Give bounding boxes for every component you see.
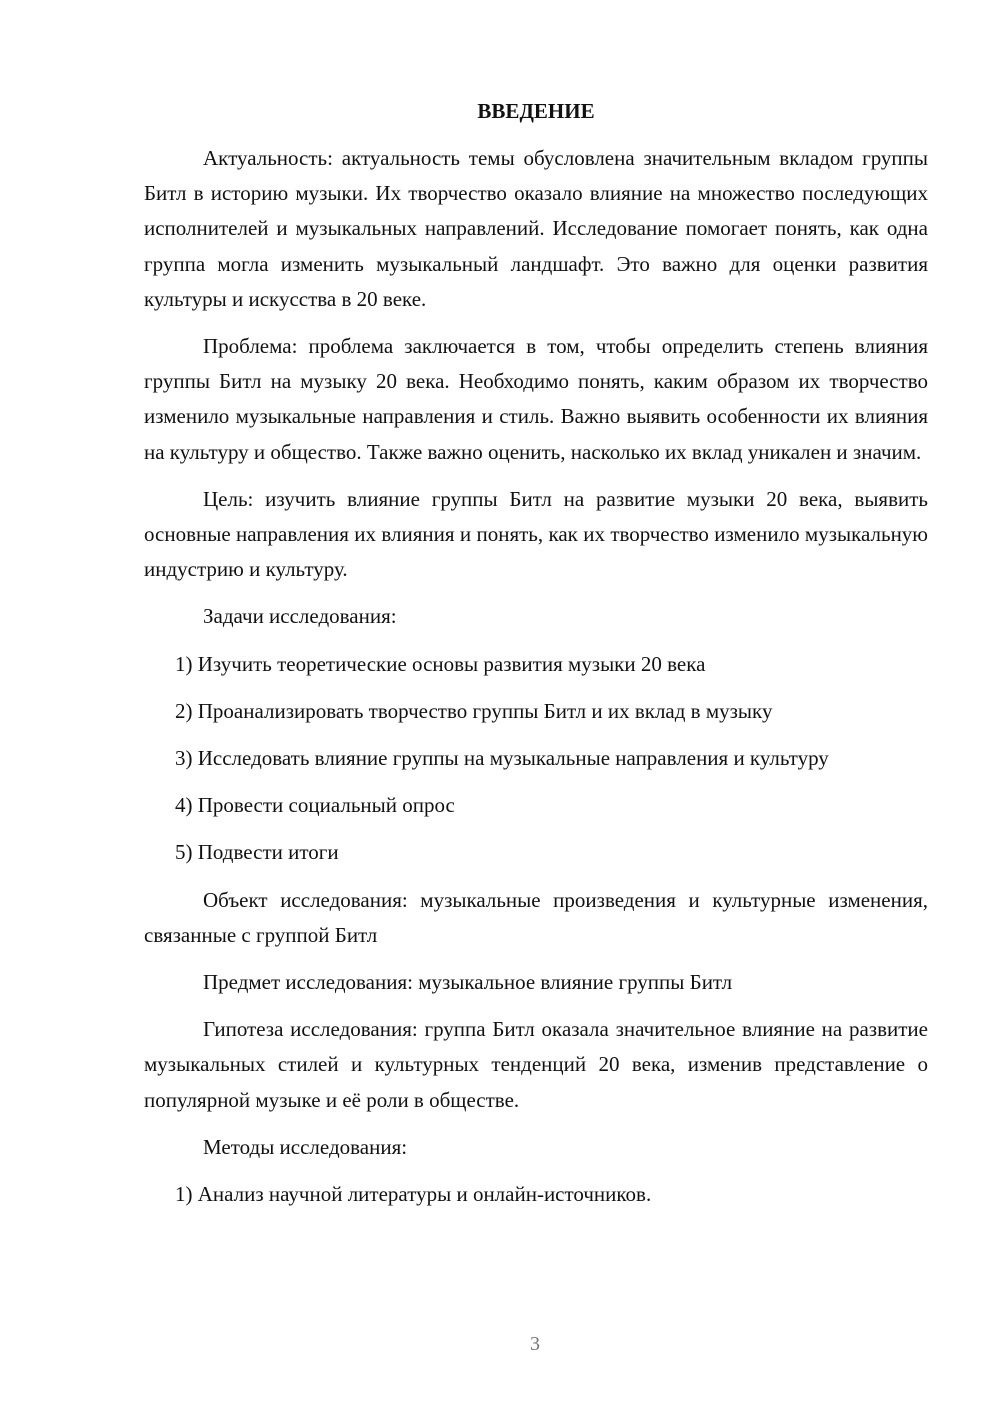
task-item: 4) Провести социальный опрос [175, 793, 455, 818]
object-paragraph: Объект исследования: музыкальные произведения и культурные изменения, связанные с группой Битл [144, 887, 928, 947]
goal-paragraph: Цель: изучить влияние группы Битл на развитие музыки 20 века, выявить основные направления их влияния и понять, как их творчество изменило музыкальную индустрию и культуру. [144, 486, 928, 582]
hypothesis-paragraph: Гипотеза исследования: группа Битл оказала значительное влияние на развитие музыкальных стилей и культурных тенденций 20 века, изменив представление о популярной музыке и её роли в обществе. [144, 1017, 928, 1112]
page-title: ВВЕДЕНИЕ [477, 99, 595, 123]
methods-heading: Методы исследования: [203, 1134, 408, 1159]
page-number: 3 [530, 1333, 540, 1355]
task-item: 3) Исследовать влияние группы на музыкальные направления и культуру [175, 746, 829, 771]
task-item: 1) Изучить теоретические основы развития музыки 20 века [175, 651, 706, 676]
tasks-heading: Задачи исследования: [203, 604, 397, 629]
subject-paragraph: Предмет исследования: музыкальное влияние группы Битл [203, 970, 733, 995]
task-item: 2) Проанализировать творчество группы Битл и их вклад в музыку [175, 698, 773, 723]
page-content [144, 94, 928, 1212]
task-item: 5) Подвести итоги [175, 840, 339, 865]
relevance-paragraph: Актуальность: актуальность темы обусловлена значительным вкладом группы Битл в историю музыки. Их творчество оказало влияние на множество последующих исполнителей и музыкальных направлений. Исследование помогает понять, как одна группа могла изменить музыкальный ландшафт. Это важно для оценки развития культуры и искусства в 20 веке. [144, 146, 928, 311]
problem-paragraph: Проблема: проблема заключается в том, чтобы определить степень влияния группы Битл на музыку 20 века. Необходимо понять, каким образом их творчество изменило музыкальные направления и стиль. Важно выявить особенности их влияния на культуру и общество. Также важно оценить, насколько их вклад уникален и значим. [144, 334, 928, 464]
method-item: 1) Анализ научной литературы и онлайн-источников. [175, 1182, 652, 1207]
